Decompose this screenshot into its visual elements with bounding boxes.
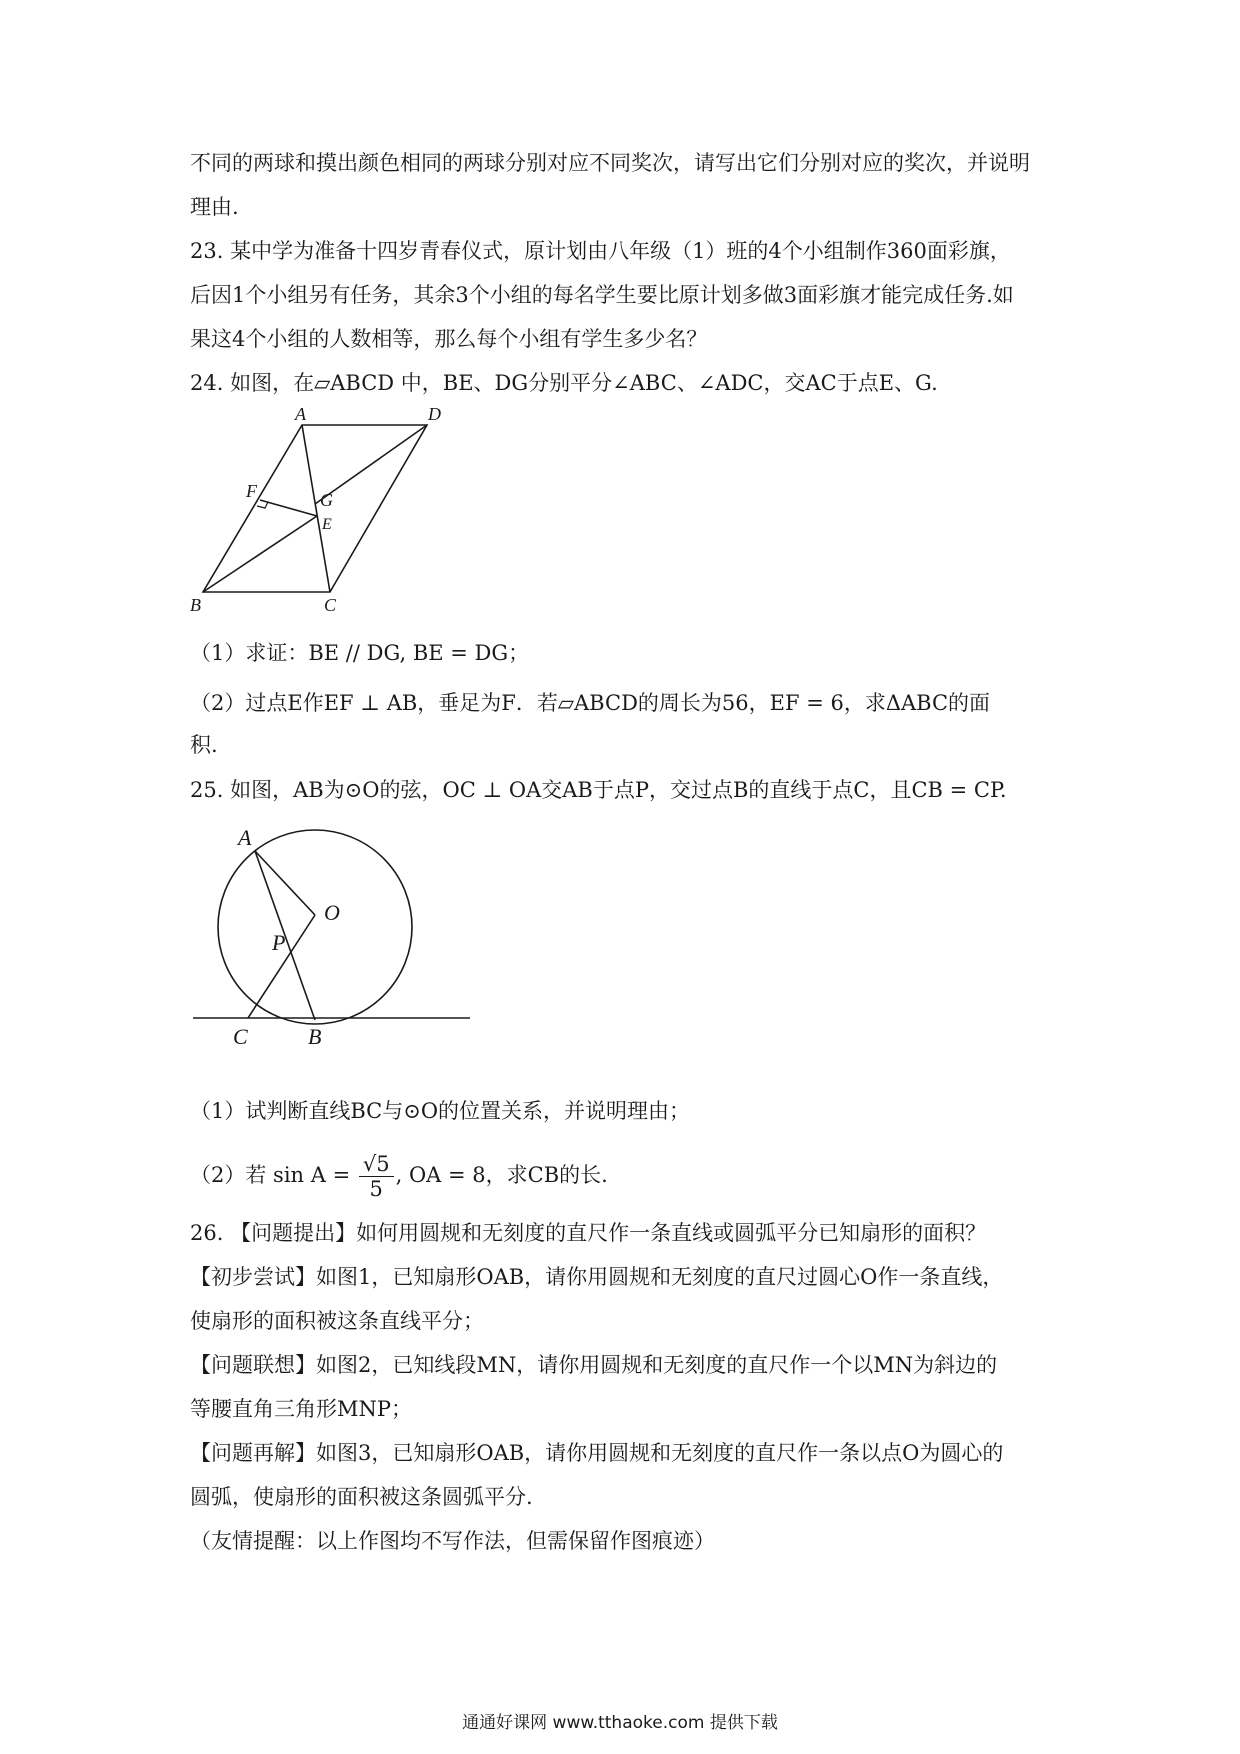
fraction-numerator: √5 [359, 1152, 394, 1177]
q26-line5: 等腰直角三角形MNP； [190, 1397, 413, 1421]
q23-text-line3: 果这4个小组的人数相等，那么每个小组有学生多少名？ [190, 327, 708, 351]
label-e: E [322, 516, 332, 533]
segment-ef [260, 500, 317, 516]
right-angle-mark [257, 502, 268, 508]
q25-stem: 25. 如图，AB为⊙O的弦，OC ⊥ OA交AB于点P，交过点B的直线于点C，且CB = CP. [190, 778, 1007, 802]
q26-line7: 圆弧，使扇形的面积被这条圆弧平分. [190, 1485, 533, 1509]
q24-part1: （1）求证：BE // DG, BE = DG； [190, 641, 530, 665]
label-b: B [190, 595, 201, 615]
label-g: G [320, 490, 333, 510]
parallelogram-abcd [203, 425, 427, 592]
fraction-denominator: 5 [369, 1177, 383, 1201]
q25-part2-prefix: （2）若 sin A = [190, 1163, 357, 1187]
q22-text-line2: 理由. [190, 195, 239, 219]
circle-o [218, 830, 412, 1024]
q24-stem: 24. 如图，在▱ABCD 中，BE、DG分别平分∠ABC、∠ADC，交AC于点E、G. [190, 371, 938, 395]
q24-part2-line1: （2）过点E作EF ⊥ AB，垂足为F．若▱ABCD的周长为56，EF = 6，求ΔABC的面 [190, 691, 991, 715]
page-footer: 通通好课网 www.tthaoke.com 提供下载 [462, 1713, 778, 1733]
q25-part2-suffix: , OA = 8，求CB的长. [395, 1163, 608, 1187]
circle-figure [190, 820, 490, 1050]
label-o: O [324, 900, 340, 925]
q26-line1: 26. 【问题提出】如何用圆规和无刻度的直尺作一条直线或圆弧平分已知扇形的面积？ [190, 1221, 987, 1245]
label-p: P [272, 930, 286, 955]
sqrt5-over-5-fraction [359, 1152, 394, 1201]
q26-line3: 使扇形的面积被这条直线平分； [190, 1309, 484, 1333]
label-d: D [428, 405, 441, 424]
q24-part2-line2: 积. [190, 733, 218, 757]
q25-part1: （1）试判断直线BC与⊙O的位置关系，并说明理由； [190, 1099, 691, 1123]
q26-line4: 【问题联想】如图2，已知线段MN，请你用圆规和无刻度的直尺作一个以MN为斜边的 [190, 1353, 998, 1377]
q23-text-line1: 23. 某中学为准备十四岁青春仪式，原计划由八年级（1）班的4个小组制作360面彩旗， [190, 239, 1011, 263]
q26-line6: 【问题再解】如图3，已知扇形OAB，请你用圆规和无刻度的直尺作一条以点O为圆心的 [190, 1441, 1004, 1465]
q23-text-line2: 后因1个小组另有任务，其余3个小组的每名学生要比原计划多做3面彩旗才能完成任务.如 [190, 283, 1014, 307]
q25-part2 [190, 1148, 608, 1202]
q26-line8: （友情提醒：以上作图均不写作法，但需保留作图痕迹） [190, 1529, 715, 1553]
label-a: A [238, 825, 252, 850]
segment-be [203, 516, 317, 592]
label-a: A [295, 405, 306, 424]
label-c: C [233, 1024, 248, 1049]
radius-oa [255, 851, 315, 915]
q26-line2: 【初步尝试】如图1，已知扇形OAB，请你用圆规和无刻度的直尺过圆心O作一条直线， [190, 1265, 1004, 1289]
label-b: B [308, 1024, 322, 1049]
label-c: C [324, 595, 337, 615]
q22-text-line1: 不同的两球和摸出颜色相同的两球分别对应不同奖次，请写出它们分别对应的奖次，并说明 [190, 151, 1030, 175]
parallelogram-figure [190, 405, 450, 615]
label-f: F [246, 481, 257, 501]
